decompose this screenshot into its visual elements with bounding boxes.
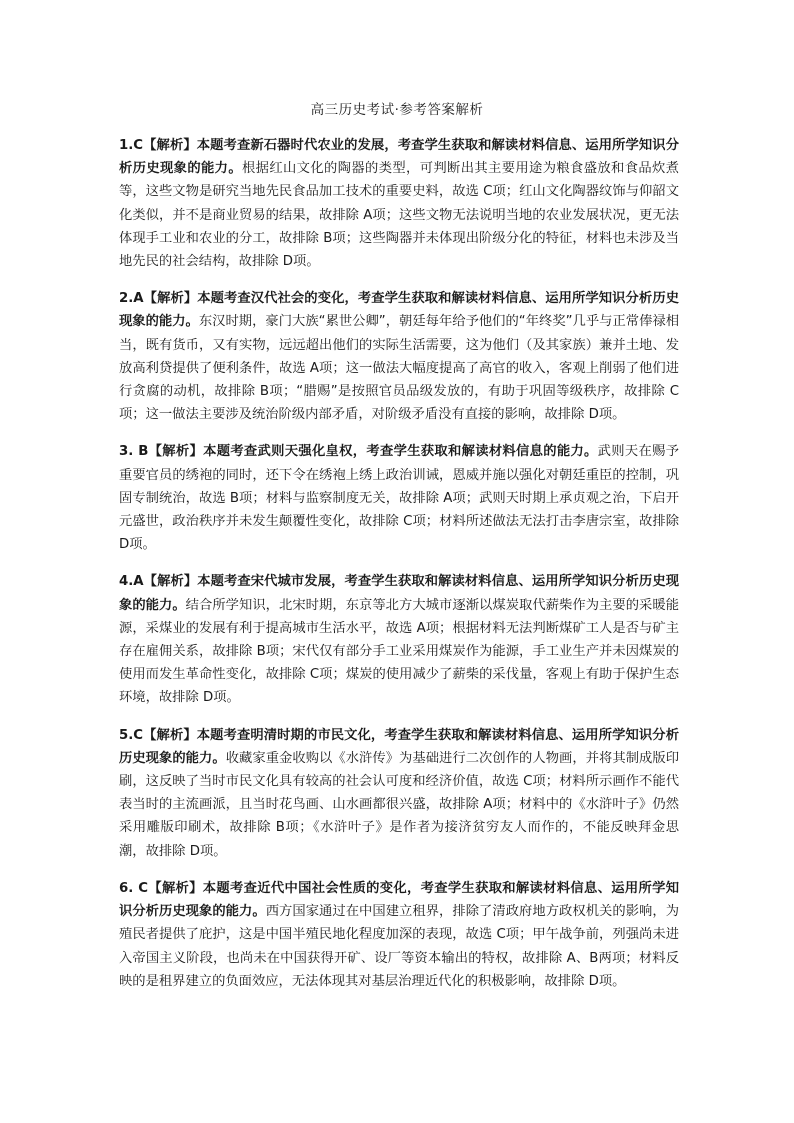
answer-item-body: 根据红山文化的陶器的类型，可判断出其主要用途为粮食盛放和食品炊煮等，这些文物是研究当地先民食品加工技术的重要史料，故选 C项；红山文化陶器纹饰与仰韶文化类似，并不是商业贸易的结果，故排除 A项；这些文物无法说明当地的农业发展状况，更无法体现手工业和农业的分工，故排除 B项；这些陶器并未体现出阶级分化的特征，材料也未涉及当地先民的社会结构，故排除 D项。 bbox=[119, 161, 680, 270]
answer-item-lead: 6. C【解析】本题考查近代中国社会性质的变化，考查学生获取和解读材料信息、运用所学知识分析历史现象的能力。 bbox=[119, 880, 679, 920]
answer-item-lead: 1.C【解析】本题考查新石器时代农业的发展，考查学生获取和解读材料信息、运用所学知识分析历史现象的能力。 bbox=[119, 138, 679, 177]
answer-item-body: 结合所学知识，北宋时期，东京等北方大城市逐渐以煤炭取代薪柴作为主要的采暖能源，采煤业的发展有利于提高城市生活水平，故选 A项；根据材料无法判断煤矿工人是否与矿主存在雇佣关系，故排除 B项；宋代仅有部分手工业采用煤炭作为能源，手工业生产并未因煤炭的使用而发生革命性变化，故排除 C项；煤炭的使用减少了薪柴的采伐量，客观上有助于保护生态环境，故排除 D项。 bbox=[119, 597, 679, 706]
answer-item-body: 东汉时期，豪门大族“累世公卿”，朝廷每年给予他们的“年终奖”几乎与正常俸禄相当，既有货币，又有实物，远远超出他们的实际生活需要，这为他们（及其家族）兼并土地、发放高利贷提供了便利条件，故选 A项；这一做法大幅度提高了高官的收入，客观上削弱了他们进行贪腐的动机，故排除 B项；“腊赐”是按照官员品级发放的，有助于巩固等级秩序，故排除 C项；这一做法主要涉及统治阶级内部矛盾，对阶级矛盾没有直接的影响，故排除 D项。 bbox=[119, 314, 680, 423]
answer-item-lead: 4.A【解析】本题考查宋代城市发展，考查学生获取和解读材料信息、运用所学知识分析历史现象的能力。 bbox=[119, 574, 679, 613]
answer-item-body: 收藏家重金收购以《水浒传》为基础进行二次创作的人物画，并将其制成版印刷，这反映了当时市民文化具有较高的社会认可度和经济价值，故选 C项；材料所示画作不能代表当时的主流画派，且当时花鸟画、山水画都很兴盛，故排除 A项；材料中的《水浒叶子》仍然采用雕版印刷术，故排除 B项；《水浒叶子》是作者为接济贫穷友人而作的，不能反映拜金思潮，故排除 D项。 bbox=[119, 750, 680, 859]
answer-item-4 bbox=[119, 570, 679, 709]
answer-item-6 bbox=[119, 877, 679, 993]
page-title: 高三历史考试·参考答案解析 bbox=[310, 102, 484, 118]
answer-list bbox=[119, 134, 679, 993]
answer-item-body: 西方国家通过在中国建立租界，排除了清政府地方政权机关的影响，为殖民者提供了庇护，这是中国半殖民地化程度加深的表现，故选 C项；甲午战争前，列强尚未进入帝国主义阶段，也尚未在中国获得开矿、设厂等资本输出的特权，故排除 A、B两项；材料反映的是租界建立的负面效应，无法体现其对基层治理近代化的积极影响，故排除 D项。 bbox=[119, 904, 680, 989]
answer-item-3 bbox=[119, 440, 679, 556]
answer-item-lead: 2.A【解析】本题考查汉代社会的变化，考查学生获取和解读材料信息、运用所学知识分析历史现象的能力。 bbox=[119, 291, 679, 330]
answer-item-lead: 5.C【解析】本题考查明清时期的市民文化，考查学生获取和解读材料信息、运用所学知识分析历史现象的能力。 bbox=[119, 727, 679, 766]
answer-item-1 bbox=[119, 134, 679, 273]
answer-item-body: 武则天在赐予重要官员的绣袍的同时，还下令在绣袍上绣上政治训诫，恩威并施以强化对朝廷重臣的控制，巩固专制统治，故选 B项；材料与监察制度无关，故排除 A项；武则天时期上承贞观之治，下启开元盛世，政治秩序并未发生颠覆性变化，故排除 C项；材料所述做法无法打击李唐宗室，故排除 D项。 bbox=[119, 444, 679, 553]
answer-item-5 bbox=[119, 724, 679, 863]
answer-item-lead: 3. B【解析】本题考查武则天强化皇权，考查学生获取和解读材料信息的能力。 bbox=[119, 444, 598, 460]
answer-item-2 bbox=[119, 287, 679, 426]
